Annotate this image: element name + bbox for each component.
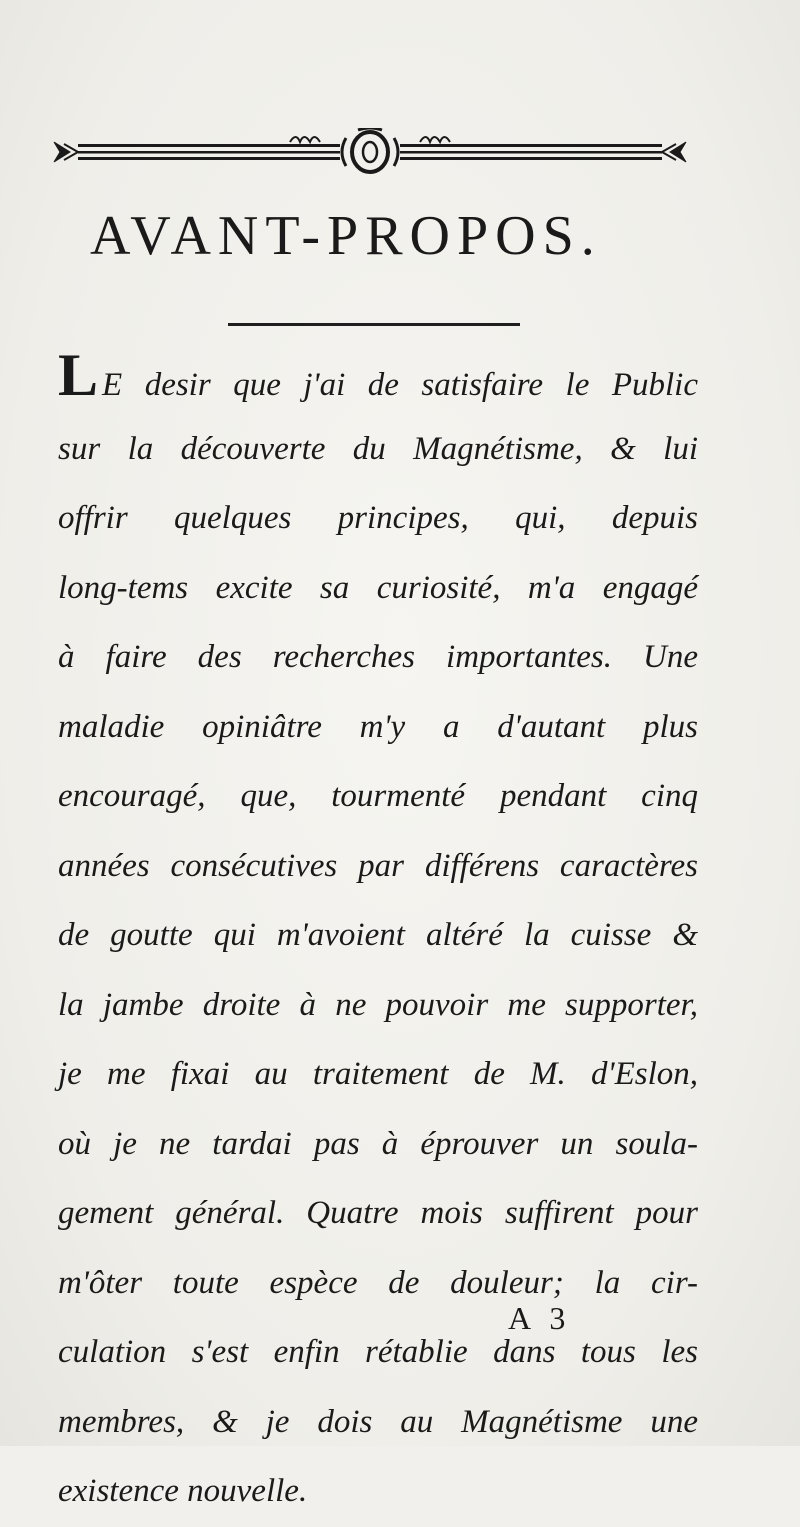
- text-line: L E desir que j'ai de satisfaire le Public: [58, 342, 698, 408]
- text-line: long-tems excite sa curiosité, m'a engagé: [58, 569, 698, 606]
- text-line: la jambe droite à ne pouvoir me supporter,: [58, 986, 698, 1023]
- signature-mark: A 3: [508, 1300, 572, 1336]
- title-divider: [228, 323, 520, 326]
- body-text: [58, 342, 698, 1527]
- text-line: où je ne tardai pas à éprouver un soula-: [58, 1125, 698, 1162]
- text-line: offrir quelques principes, qui, depuis: [58, 500, 698, 536]
- text-line: années consécutives par différens caractères: [58, 847, 698, 884]
- text-line: culation s'est enfin rétablie dans tous les: [58, 1334, 698, 1370]
- text-line: à faire des recherches importantes. Une: [58, 639, 698, 675]
- text-line: m'ôter toute espèce de douleur; la cir-: [58, 1264, 698, 1301]
- ornamental-headpiece-icon: [50, 128, 690, 176]
- text-line: sur la découverte du Magnétisme, & lui: [58, 430, 698, 467]
- text-line: je me fixai au traitement de M. d'Eslon,: [58, 1056, 698, 1092]
- drop-cap: L: [58, 342, 99, 408]
- text-line: de goutte qui m'avoient altéré la cuisse &: [58, 917, 698, 953]
- text-line: encouragé, que, tourmenté pendant cinq: [58, 778, 698, 814]
- text-line: membres, & je dois au Magnétisme une: [58, 1403, 698, 1440]
- page-title: AVANT-PROPOS.: [90, 205, 602, 267]
- text-line: existence nouvelle.: [58, 1473, 308, 1509]
- text-line: maladie opiniâtre m'y a d'autant plus: [58, 708, 698, 745]
- text-line: gement général. Quatre mois suffirent pour: [58, 1195, 698, 1231]
